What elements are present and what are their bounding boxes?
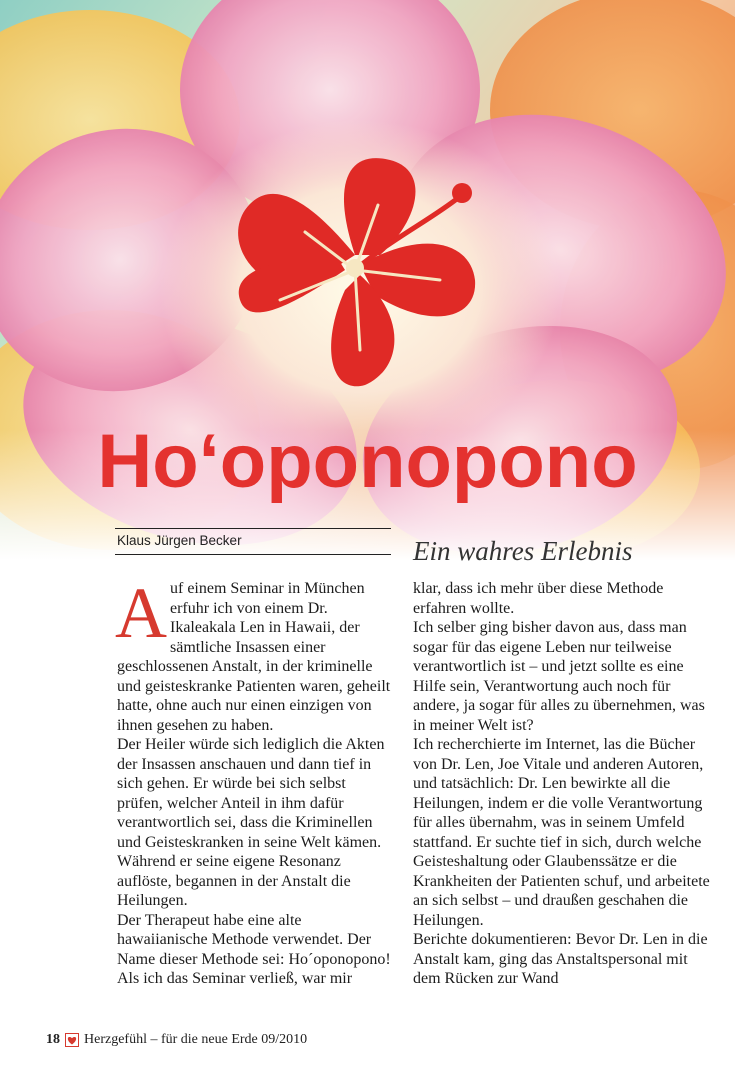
dropcap: A: [115, 573, 167, 653]
paragraph: klar, dass ich mehr über diese Methode erfahren wollte.: [413, 580, 664, 617]
paragraph: Der Heiler würde sich lediglich die Akten der Insassen anschauen und dann tief in sich gehen. Er würde bei sich selbst prüfen, welcher Anteil in ihm dafür verantwortlich sei, dass die Kriminellen und Geisteskranken in seine Welt kämen.: [117, 736, 385, 851]
paragraph: Ich selber ging bisher davon aus, dass man sogar für das eigene Leben nur teilweise verantwortlich ist – und jetzt sollte es eine Hilfe sein, Verantwortung auch noch für andere, ja sogar für alles zu übernehmen, was in meiner Welt ist?: [413, 619, 705, 734]
author-name: Klaus Jürgen Becker: [117, 533, 242, 548]
paragraph: Der Therapeut habe eine alte hawaiianische Methode verwendet. Der Name dieser Methode sei: Ho´oponopono!: [117, 911, 391, 968]
page-footer: [46, 1032, 307, 1048]
page-number: 18: [46, 1032, 60, 1047]
heart-icon: [65, 1033, 79, 1047]
paragraph: Berichte dokumentieren: Bevor Dr. Len in die Anstalt kam, ging das Anstaltspersonal mit dem Rücken zur Wand: [413, 931, 708, 987]
paragraph: Ich recherchierte im Internet, las die Bücher von Dr. Len, Joe Vitale und anderen Autoren, und tatsächlich: Dr. Len bewirkte all die Heilungen, indem er die volle Verantwortung für alles übernahm, was in seinem Umfeld stattfand. Er suchte tief in sich, durch welche Geisteshaltung oder Glaubenssätze er die Krankheiten der Patienten schuf, und arbeitete an sich selbst – und draußen geschahen die Heilungen.: [413, 736, 710, 929]
article-subtitle: Ein wahres Erlebnis: [413, 536, 633, 566]
author-rule-bottom: [115, 554, 391, 555]
paragraph: Als ich das Seminar verließ, war mir: [117, 970, 353, 987]
article-title: Ho‘oponopono: [97, 419, 638, 504]
paragraph: Während er seine eigene Resonanz auflöste, begannen in der Anstalt die Heilungen.: [117, 853, 351, 909]
text-column-right: [413, 579, 718, 989]
author-rule-top: [115, 528, 391, 529]
paragraph: Auf einem Seminar in München erfuhr ich von einem Dr. Ikaleakala Len in Hawaii, der sämtliche Insassen einer geschlossenen Anstalt, in der kriminelle und geisteskranke Patienten waren, geheilt hatte, ohne auch nur einen einzigen von ihnen gesehen zu haben.: [115, 573, 391, 734]
text-column-left: [115, 573, 392, 989]
publication-name: Herzgefühl – für die neue Erde 09/2010: [84, 1032, 308, 1047]
